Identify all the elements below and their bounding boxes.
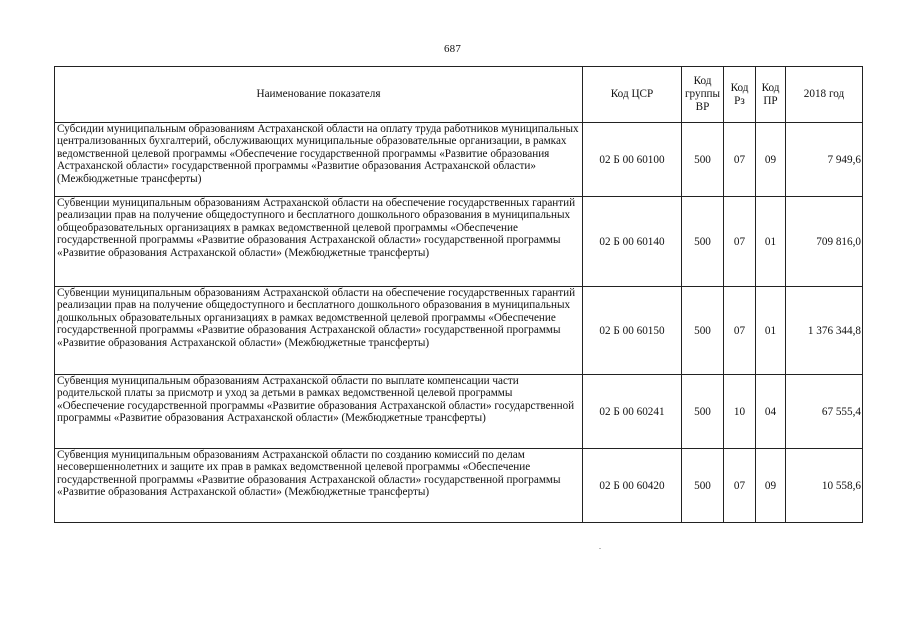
row-rz-code: 10 bbox=[724, 375, 756, 449]
header-rz-code: Код Рз bbox=[724, 67, 756, 123]
row-indicator-name: Субвенции муниципальным образованиям Астраханской области на обеспечение государственных гарантий реализации прав на получение общедоступного и бесплатного дошкольного образования в муниципальных общеобразовательных организациях в рамках ведомственной целевой программы «Обеспечение государственной программы «Развитие образования Астраханской области» государственной программы «Развитие образования Астраханской области» (Межбюджетные трансферты) bbox=[55, 197, 583, 287]
table-row bbox=[55, 449, 863, 523]
table-header-row bbox=[55, 67, 863, 123]
row-pr-code: 09 bbox=[756, 449, 786, 523]
row-vr-code: 500 bbox=[682, 123, 724, 197]
budget-table bbox=[54, 66, 863, 523]
table-row bbox=[55, 197, 863, 287]
row-csr-code: 02 Б 00 60100 bbox=[583, 123, 682, 197]
row-indicator-name: Субвенция муниципальным образованиям Астраханской области по созданию комиссий по делам несовершеннолетних и защите их прав в рамках ведомственной целевой программы «Обеспечение государственной программы «Развитие образования Астраханской области» государственной программы «Развитие образования Астраханской области» (Межбюджетные трансферты) bbox=[55, 449, 583, 523]
row-csr-code: 02 Б 00 60140 bbox=[583, 197, 682, 287]
row-rz-code: 07 bbox=[724, 197, 756, 287]
row-amount-2018: 1 376 344,8 bbox=[786, 287, 863, 375]
row-vr-code: 500 bbox=[682, 197, 724, 287]
row-pr-code: 04 bbox=[756, 375, 786, 449]
row-amount-2018: 67 555,4 bbox=[786, 375, 863, 449]
row-indicator-name: Субвенции муниципальным образованиям Астраханской области на обеспечение государственных гарантий реализации прав на получение общедоступного и бесплатного дошкольного образования в муниципальных дошкольных образовательных организациях в рамках ведомственной целевой программы «Обеспечение государственной программы «Развитие образования Астраханской области» государственной программы «Развитие образования Астраханской области» (Межбюджетные трансферты) bbox=[55, 287, 583, 375]
row-indicator-name: Субсидии муниципальным образованиям Астраханской области на оплату труда работников муниципальных централизованных бухгалтерий, обслуживающих муниципальные образовательные организации, в рамках ведомственной целевой программы «Обеспечение государственной программы «Развитие образования Астраханской области» государственной программы «Развитие образования Астраханской области» (Межбюджетные трансферты) bbox=[55, 123, 583, 197]
table-row bbox=[55, 123, 863, 197]
row-amount-2018: 709 816,0 bbox=[786, 197, 863, 287]
row-rz-code: 07 bbox=[724, 287, 756, 375]
row-rz-code: 07 bbox=[724, 123, 756, 197]
row-rz-code: 07 bbox=[724, 449, 756, 523]
row-vr-code: 500 bbox=[682, 449, 724, 523]
row-csr-code: 02 Б 00 60241 bbox=[583, 375, 682, 449]
row-indicator-name: Субвенция муниципальным образованиям Астраханской области по выплате компенсации части родительской платы за присмотр и уход за детьми в рамках ведомственной целевой программы «Обеспечение государственной программы «Развитие образования Астраханской области» государственной программы «Развитие образования Астраханской области» (Межбюджетные трансферты) bbox=[55, 375, 583, 449]
header-csr-code: Код ЦСР bbox=[583, 67, 682, 123]
row-csr-code: 02 Б 00 60420 bbox=[583, 449, 682, 523]
header-indicator-name: Наименование показателя bbox=[55, 67, 583, 123]
header-pr-code: Код ПР bbox=[756, 67, 786, 123]
row-csr-code: 02 Б 00 60150 bbox=[583, 287, 682, 375]
row-pr-code: 01 bbox=[756, 287, 786, 375]
row-vr-code: 500 bbox=[682, 375, 724, 449]
header-vr-code: Код группы ВР bbox=[682, 67, 724, 123]
row-amount-2018: 10 558,6 bbox=[786, 449, 863, 523]
row-amount-2018: 7 949,6 bbox=[786, 123, 863, 197]
row-pr-code: 09 bbox=[756, 123, 786, 197]
row-pr-code: 01 bbox=[756, 197, 786, 287]
row-vr-code: 500 bbox=[682, 287, 724, 375]
header-year-2018: 2018 год bbox=[786, 67, 863, 123]
table-row bbox=[55, 375, 863, 449]
scan-speck bbox=[599, 548, 601, 549]
page-number: 687 bbox=[443, 43, 462, 55]
table-row bbox=[55, 287, 863, 375]
